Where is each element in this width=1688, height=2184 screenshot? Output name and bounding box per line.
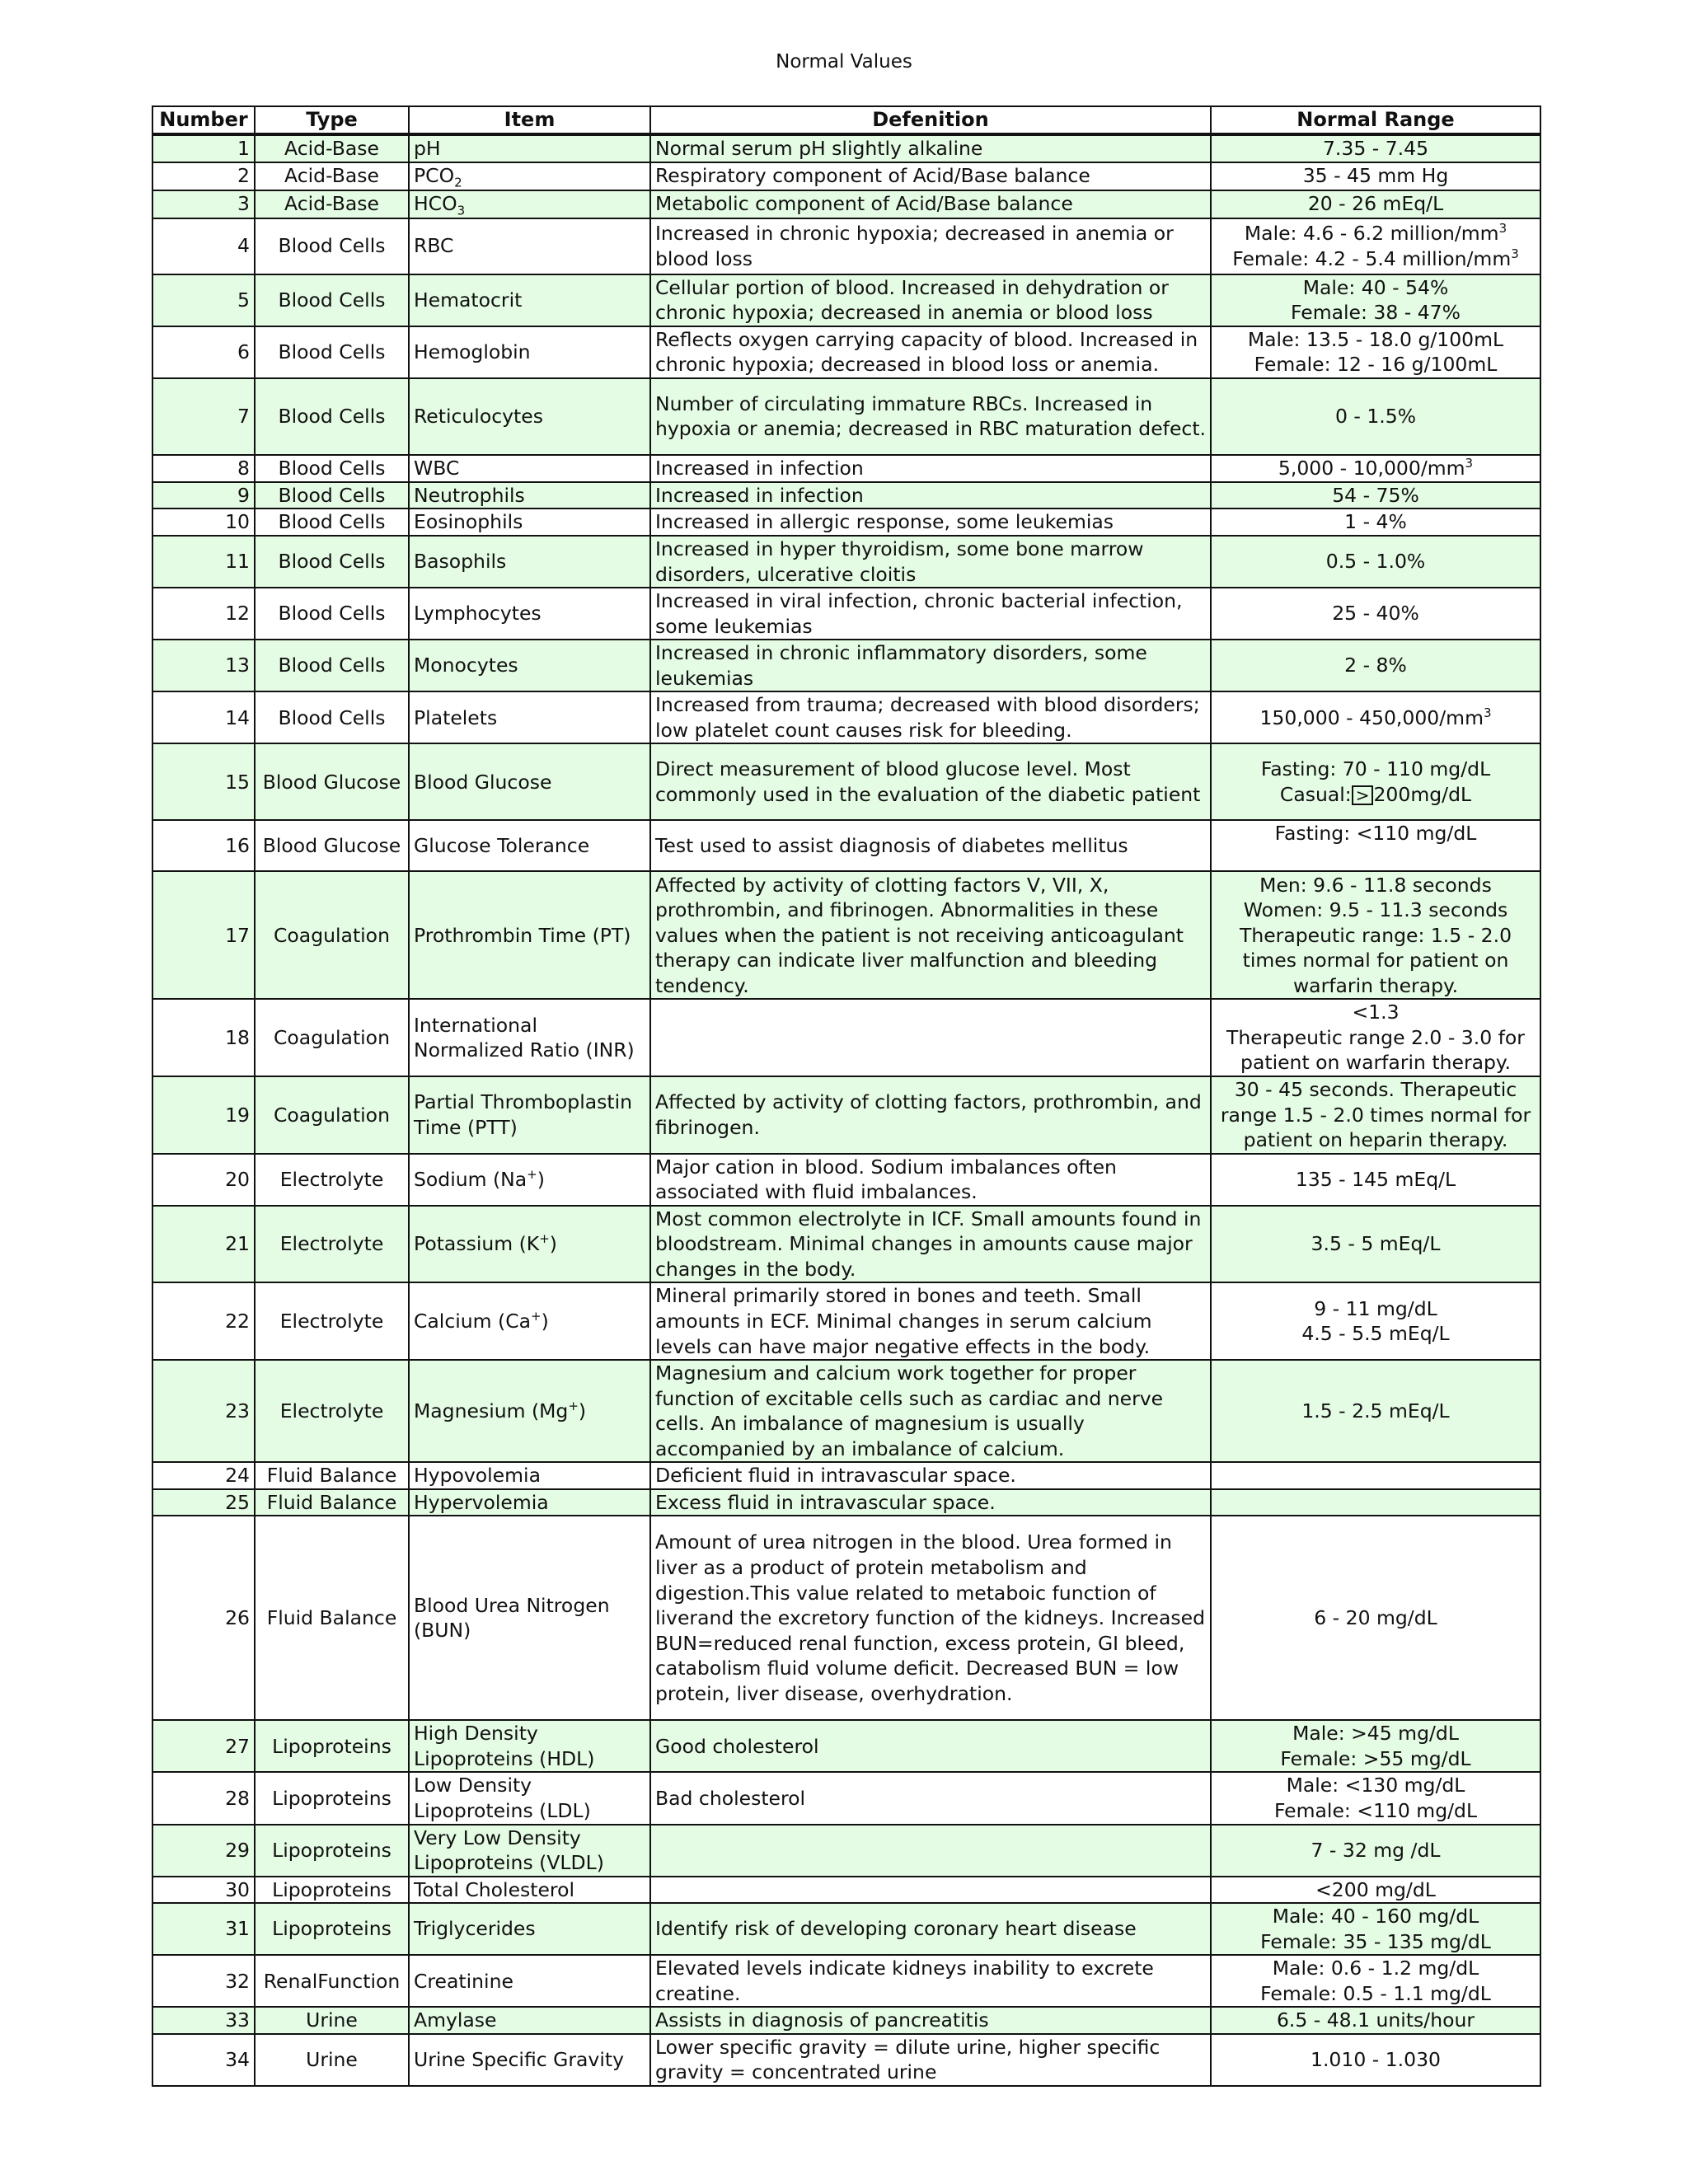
range-male: Male: 4.6 - 6.2 million/mm	[1244, 222, 1499, 246]
row-number: 5	[152, 274, 255, 326]
item-text: Potassium (K	[414, 1232, 540, 1256]
row-range: 0 - 1.5%	[1211, 378, 1540, 455]
item-superscript: +	[568, 1399, 579, 1414]
row-range: Male: <130 mg/dL Female: <110 mg/dL	[1211, 1772, 1540, 1824]
row-number: 17	[152, 871, 255, 999]
row-item: Urine Specific Gravity	[409, 2034, 650, 2086]
table-row	[152, 218, 1540, 274]
row-definition: Assists in diagnosis of pancreatitis	[650, 2007, 1211, 2034]
range-text: 150,000 - 450,000/mm	[1259, 705, 1484, 729]
table-row	[152, 1877, 1540, 1904]
range-casual-label: Casual:	[1279, 782, 1352, 806]
row-definition: Reflects oxygen carrying capacity of blood. Increased in chronic hypoxia; decreased in blood loss or anemia.	[650, 326, 1211, 378]
table-row	[152, 588, 1540, 640]
row-type: Fluid Balance	[255, 1516, 409, 1720]
table-row	[152, 134, 1540, 162]
row-type: Urine	[255, 2034, 409, 2086]
range-superscript: 3	[1498, 221, 1507, 237]
row-definition: Increased in infection	[650, 455, 1211, 482]
table-row	[152, 1955, 1540, 2007]
row-type: Coagulation	[255, 871, 409, 999]
row-number: 22	[152, 1282, 255, 1360]
row-item	[409, 1282, 650, 1360]
row-definition: Bad cholesterol	[650, 1772, 1211, 1824]
table-row	[152, 1076, 1540, 1154]
row-type: Electrolyte	[255, 1360, 409, 1462]
row-definition: Metabolic component of Acid/Base balance	[650, 190, 1211, 218]
row-number: 33	[152, 2007, 255, 2034]
row-type: Electrolyte	[255, 1282, 409, 1360]
row-definition: Cellular portion of blood. Increased in dehydration or chronic hypoxia; decreased in anemia or blood loss	[650, 274, 1211, 326]
row-item: Blood Urea Nitrogen (BUN)	[409, 1516, 650, 1720]
row-item: Hypervolemia	[409, 1489, 650, 1516]
row-range: 35 - 45 mm Hg	[1211, 162, 1540, 190]
row-type: Blood Cells	[255, 691, 409, 743]
row-number: 30	[152, 1877, 255, 1904]
item-text: Calcium (Ca	[414, 1309, 532, 1333]
row-definition	[650, 1825, 1211, 1877]
row-number: 15	[152, 743, 255, 820]
range-superscript: 3	[1511, 246, 1519, 261]
row-range: 6.5 - 48.1 units/hour	[1211, 2007, 1540, 2034]
range-casual-value: 200mg/dL	[1373, 782, 1472, 806]
row-definition: Increased in chronic inflammatory disorders, some leukemias	[650, 640, 1211, 691]
item-text: Sodium (Na	[414, 1167, 528, 1191]
row-type: Fluid Balance	[255, 1489, 409, 1516]
table-row	[152, 640, 1540, 691]
row-item: Neutrophils	[409, 482, 650, 509]
row-type: Lipoproteins	[255, 1720, 409, 1772]
row-range: 1.010 - 1.030	[1211, 2034, 1540, 2086]
table-row	[152, 455, 1540, 482]
row-number: 14	[152, 691, 255, 743]
row-range	[1211, 218, 1540, 274]
row-number: 7	[152, 378, 255, 455]
row-range: 3.5 - 5 mEq/L	[1211, 1206, 1540, 1283]
row-range: Male: 40 - 54% Female: 38 - 47%	[1211, 274, 1540, 326]
range-superscript: 3	[1483, 705, 1492, 720]
row-type: Acid-Base	[255, 162, 409, 190]
row-item: Lymphocytes	[409, 588, 650, 640]
row-number: 23	[152, 1360, 255, 1462]
row-range: Male: 40 - 160 mg/dL Female: 35 - 135 mg/dL	[1211, 1903, 1540, 1955]
row-definition: Increased in viral infection, chronic bacterial infection, some leukemias	[650, 588, 1211, 640]
row-item: Basophils	[409, 536, 650, 588]
row-range: 7.35 - 7.45	[1211, 134, 1540, 162]
header-type: Type	[255, 106, 409, 134]
table-row	[152, 871, 1540, 999]
row-definition: Affected by activity of clotting factors, prothrombin, and fibrinogen.	[650, 1076, 1211, 1154]
row-item: Hypovolemia	[409, 1462, 650, 1489]
item-text: HCO	[414, 192, 457, 216]
row-range: Male: >45 mg/dL Female: >55 mg/dL	[1211, 1720, 1540, 1772]
page-title: Normal Values	[776, 51, 912, 73]
row-item	[409, 190, 650, 218]
row-type: Blood Cells	[255, 378, 409, 455]
row-range: <1.3 Therapeutic range 2.0 - 3.0 for patient on warfarin therapy.	[1211, 999, 1540, 1076]
row-number: 27	[152, 1720, 255, 1772]
item-superscript: +	[527, 1167, 537, 1183]
row-item	[409, 1360, 650, 1462]
row-range: 2 - 8%	[1211, 640, 1540, 691]
row-number: 29	[152, 1825, 255, 1877]
row-item: Glucose Tolerance	[409, 820, 650, 871]
row-range: Male: 0.6 - 1.2 mg/dL Female: 0.5 - 1.1 mg/dL	[1211, 1955, 1540, 2007]
header-definition: Defenition	[650, 106, 1211, 134]
row-item: Very Low Density Lipoproteins (VLDL)	[409, 1825, 650, 1877]
table-row	[152, 2034, 1540, 2086]
row-item: Monocytes	[409, 640, 650, 691]
table-row	[152, 2007, 1540, 2034]
row-number: 16	[152, 820, 255, 871]
row-type: Electrolyte	[255, 1206, 409, 1283]
range-superscript: 3	[1465, 456, 1474, 471]
row-number: 18	[152, 999, 255, 1076]
row-item: Low Density Lipoproteins (LDL)	[409, 1772, 650, 1824]
row-item: Hemoglobin	[409, 326, 650, 378]
row-range: 30 - 45 seconds. Therapeutic range 1.5 - 2.0 times normal for patient on heparin therapy.	[1211, 1076, 1540, 1154]
table-row	[152, 162, 1540, 190]
row-item: High Density Lipoproteins (HDL)	[409, 1720, 650, 1772]
row-item: Blood Glucose	[409, 743, 650, 820]
row-item: Total Cholesterol	[409, 1877, 650, 1904]
row-range: 25 - 40%	[1211, 588, 1540, 640]
row-definition: Magnesium and calcium work together for proper function of excitable cells such as cardiac and nerve cells. An imbalance of magnesium is usually accompanied by an imbalance of calcium.	[650, 1360, 1211, 1462]
row-number: 9	[152, 482, 255, 509]
row-type: Lipoproteins	[255, 1877, 409, 1904]
row-type: Urine	[255, 2007, 409, 2034]
row-type: Blood Cells	[255, 218, 409, 274]
row-range: 0.5 - 1.0%	[1211, 536, 1540, 588]
greater-equal-symbol: >	[1352, 785, 1374, 805]
row-definition: Increased in chronic hypoxia; decreased in anemia or blood loss	[650, 218, 1211, 274]
row-item: Platelets	[409, 691, 650, 743]
row-range: <200 mg/dL	[1211, 1877, 1540, 1904]
row-item: RBC	[409, 218, 650, 274]
row-number: 34	[152, 2034, 255, 2086]
item-text-end: )	[541, 1309, 549, 1333]
row-definition: Elevated levels indicate kidneys inability to excrete creatine.	[650, 1955, 1211, 2007]
row-type: Blood Cells	[255, 588, 409, 640]
row-item: Creatinine	[409, 1955, 650, 2007]
row-definition: Most common electrolyte in ICF. Small amounts found in bloodstream. Minimal changes in amounts cause major changes in the body.	[650, 1206, 1211, 1283]
row-range: 1 - 4%	[1211, 509, 1540, 536]
table-row	[152, 1489, 1540, 1516]
row-type: Blood Glucose	[255, 820, 409, 871]
range-fasting: Fasting: 70 - 110 mg/dL	[1260, 757, 1491, 781]
row-number: 8	[152, 455, 255, 482]
range-female: Female: 4.2 - 5.4 million/mm	[1232, 246, 1512, 270]
table-row	[152, 1720, 1540, 1772]
row-type: Blood Cells	[255, 509, 409, 536]
table-row	[152, 743, 1540, 820]
row-range	[1211, 1462, 1540, 1489]
table-row	[152, 536, 1540, 588]
row-range: 1.5 - 2.5 mEq/L	[1211, 1360, 1540, 1462]
table-row	[152, 509, 1540, 536]
row-range: Men: 9.6 - 11.8 seconds Women: 9.5 - 11.3 seconds Therapeutic range: 1.5 - 2.0 times normal for patient on warfarin therapy.	[1211, 871, 1540, 999]
row-type: Acid-Base	[255, 190, 409, 218]
row-item	[409, 1154, 650, 1206]
table-row	[152, 1825, 1540, 1877]
row-definition: Normal serum pH slightly alkaline	[650, 134, 1211, 162]
row-item: International Normalized Ratio (INR)	[409, 999, 650, 1076]
row-type: Blood Cells	[255, 482, 409, 509]
row-number: 13	[152, 640, 255, 691]
table-row	[152, 482, 1540, 509]
table-row	[152, 1360, 1540, 1462]
row-item: WBC	[409, 455, 650, 482]
table-row	[152, 378, 1540, 455]
item-subscript: 2	[454, 176, 462, 190]
row-item: Prothrombin Time (PT)	[409, 871, 650, 999]
row-number: 24	[152, 1462, 255, 1489]
table-row	[152, 1516, 1540, 1720]
row-definition: Deficient fluid in intravascular space.	[650, 1462, 1211, 1489]
item-text-end: )	[578, 1399, 587, 1422]
row-number: 1	[152, 134, 255, 162]
row-definition: Increased in allergic response, some leukemias	[650, 509, 1211, 536]
row-range: 54 - 75%	[1211, 482, 1540, 509]
table-row	[152, 1154, 1540, 1206]
item-text-end: )	[537, 1167, 545, 1191]
table-row	[152, 820, 1540, 871]
row-type: Lipoproteins	[255, 1772, 409, 1824]
row-range: 9 - 11 mg/dL 4.5 - 5.5 mEq/L	[1211, 1282, 1540, 1360]
row-range	[1211, 1489, 1540, 1516]
row-number: 12	[152, 588, 255, 640]
row-range: 7 - 32 mg /dL	[1211, 1825, 1540, 1877]
row-type: Fluid Balance	[255, 1462, 409, 1489]
row-definition	[650, 1877, 1211, 1904]
row-number: 4	[152, 218, 255, 274]
row-item: Amylase	[409, 2007, 650, 2034]
row-type: Blood Cells	[255, 326, 409, 378]
row-range	[1211, 743, 1540, 820]
row-range: 135 - 145 mEq/L	[1211, 1154, 1540, 1206]
row-definition: Mineral primarily stored in bones and teeth. Small amounts in ECF. Minimal changes in serum calcium levels can have major negative effects in the body.	[650, 1282, 1211, 1360]
row-type: Lipoproteins	[255, 1825, 409, 1877]
row-item	[409, 1206, 650, 1283]
row-number: 2	[152, 162, 255, 190]
row-definition: Increased in infection	[650, 482, 1211, 509]
row-number: 19	[152, 1076, 255, 1154]
row-type: Coagulation	[255, 999, 409, 1076]
item-superscript: +	[539, 1231, 550, 1247]
item-superscript: +	[531, 1309, 542, 1324]
row-number: 6	[152, 326, 255, 378]
item-text: Magnesium (Mg	[414, 1399, 569, 1422]
row-definition: Excess fluid in intravascular space.	[650, 1489, 1211, 1516]
row-item	[409, 162, 650, 190]
row-number: 25	[152, 1489, 255, 1516]
row-definition: Lower specific gravity = dilute urine, higher specific gravity = concentrated urine	[650, 2034, 1211, 2086]
row-definition: Respiratory component of Acid/Base balance	[650, 162, 1211, 190]
row-range: Fasting: <110 mg/dL	[1211, 820, 1540, 871]
row-definition: Number of circulating immature RBCs. Increased in hypoxia or anemia; decreased in RBC maturation defect.	[650, 378, 1211, 455]
row-number: 31	[152, 1903, 255, 1955]
table-row	[152, 1903, 1540, 1955]
row-number: 28	[152, 1772, 255, 1824]
row-number: 10	[152, 509, 255, 536]
table-row	[152, 691, 1540, 743]
row-type: Coagulation	[255, 1076, 409, 1154]
row-number: 3	[152, 190, 255, 218]
row-type: Blood Cells	[255, 274, 409, 326]
row-range	[1211, 691, 1540, 743]
row-type: Electrolyte	[255, 1154, 409, 1206]
row-definition	[650, 999, 1211, 1076]
row-definition: Increased in hyper thyroidism, some bone marrow disorders, ulcerative cloitis	[650, 536, 1211, 588]
row-item: Hematocrit	[409, 274, 650, 326]
row-definition: Amount of urea nitrogen in the blood. Urea formed in liver as a product of protein metabolism and digestion.This value related to metaboic function of liverand the excretory function of the kidneys. Increased BUN=reduced renal function, excess protein, GI bleed, catabolism fluid volume deficit. Decreased BUN = low protein, liver disease, overhydration.	[650, 1516, 1211, 1720]
row-type: Lipoproteins	[255, 1903, 409, 1955]
row-definition: Major cation in blood. Sodium imbalances often associated with fluid imbalances.	[650, 1154, 1211, 1206]
row-item: Partial Thromboplastin Time (PTT)	[409, 1076, 650, 1154]
row-number: 11	[152, 536, 255, 588]
header-number: Number	[152, 106, 255, 134]
row-type: RenalFunction	[255, 1955, 409, 2007]
row-type: Acid-Base	[255, 134, 409, 162]
row-number: 32	[152, 1955, 255, 2007]
row-definition: Test used to assist diagnosis of diabetes mellitus	[650, 820, 1211, 871]
table-row	[152, 326, 1540, 378]
row-definition: Affected by activity of clotting factors V, VII, X, prothrombin, and fibrinogen. Abnormalities in these values when the patient is not receiving anticoagulant therapy can indicate liver malfunction and bleeding tendency.	[650, 871, 1211, 999]
row-type: Blood Cells	[255, 640, 409, 691]
row-range	[1211, 455, 1540, 482]
row-definition: Direct measurement of blood glucose level. Most commonly used in the evaluation of the diabetic patient	[650, 743, 1211, 820]
row-item: pH	[409, 134, 650, 162]
item-text-end: )	[549, 1232, 557, 1256]
row-type: Blood Cells	[255, 536, 409, 588]
item-text: PCO	[414, 164, 455, 188]
row-definition: Increased from trauma; decreased with blood disorders; low platelet count causes risk for bleeding.	[650, 691, 1211, 743]
row-item: Triglycerides	[409, 1903, 650, 1955]
table-row	[152, 1772, 1540, 1824]
row-definition: Identify risk of developing coronary heart disease	[650, 1903, 1211, 1955]
row-range: Male: 13.5 - 18.0 g/100mL Female: 12 - 16 g/100mL	[1211, 326, 1540, 378]
row-range: 20 - 26 mEq/L	[1211, 190, 1540, 218]
normal-values-table	[152, 105, 1541, 2087]
row-number: 21	[152, 1206, 255, 1283]
row-item: Reticulocytes	[409, 378, 650, 455]
table-row	[152, 1282, 1540, 1360]
row-number: 26	[152, 1516, 255, 1720]
row-number: 20	[152, 1154, 255, 1206]
row-type: Blood Cells	[255, 455, 409, 482]
range-text: 5,000 - 10,000/mm	[1278, 457, 1465, 480]
table-row	[152, 1206, 1540, 1283]
table-row	[152, 190, 1540, 218]
item-subscript: 3	[457, 204, 466, 218]
table-row	[152, 999, 1540, 1076]
row-type: Blood Glucose	[255, 743, 409, 820]
header-item: Item	[409, 106, 650, 134]
header-normal-range: Normal Range	[1211, 106, 1540, 134]
row-definition: Good cholesterol	[650, 1720, 1211, 1772]
table-row	[152, 274, 1540, 326]
row-item: Eosinophils	[409, 509, 650, 536]
table-row	[152, 1462, 1540, 1489]
row-range: 6 - 20 mg/dL	[1211, 1516, 1540, 1720]
table-header-row	[152, 106, 1540, 134]
